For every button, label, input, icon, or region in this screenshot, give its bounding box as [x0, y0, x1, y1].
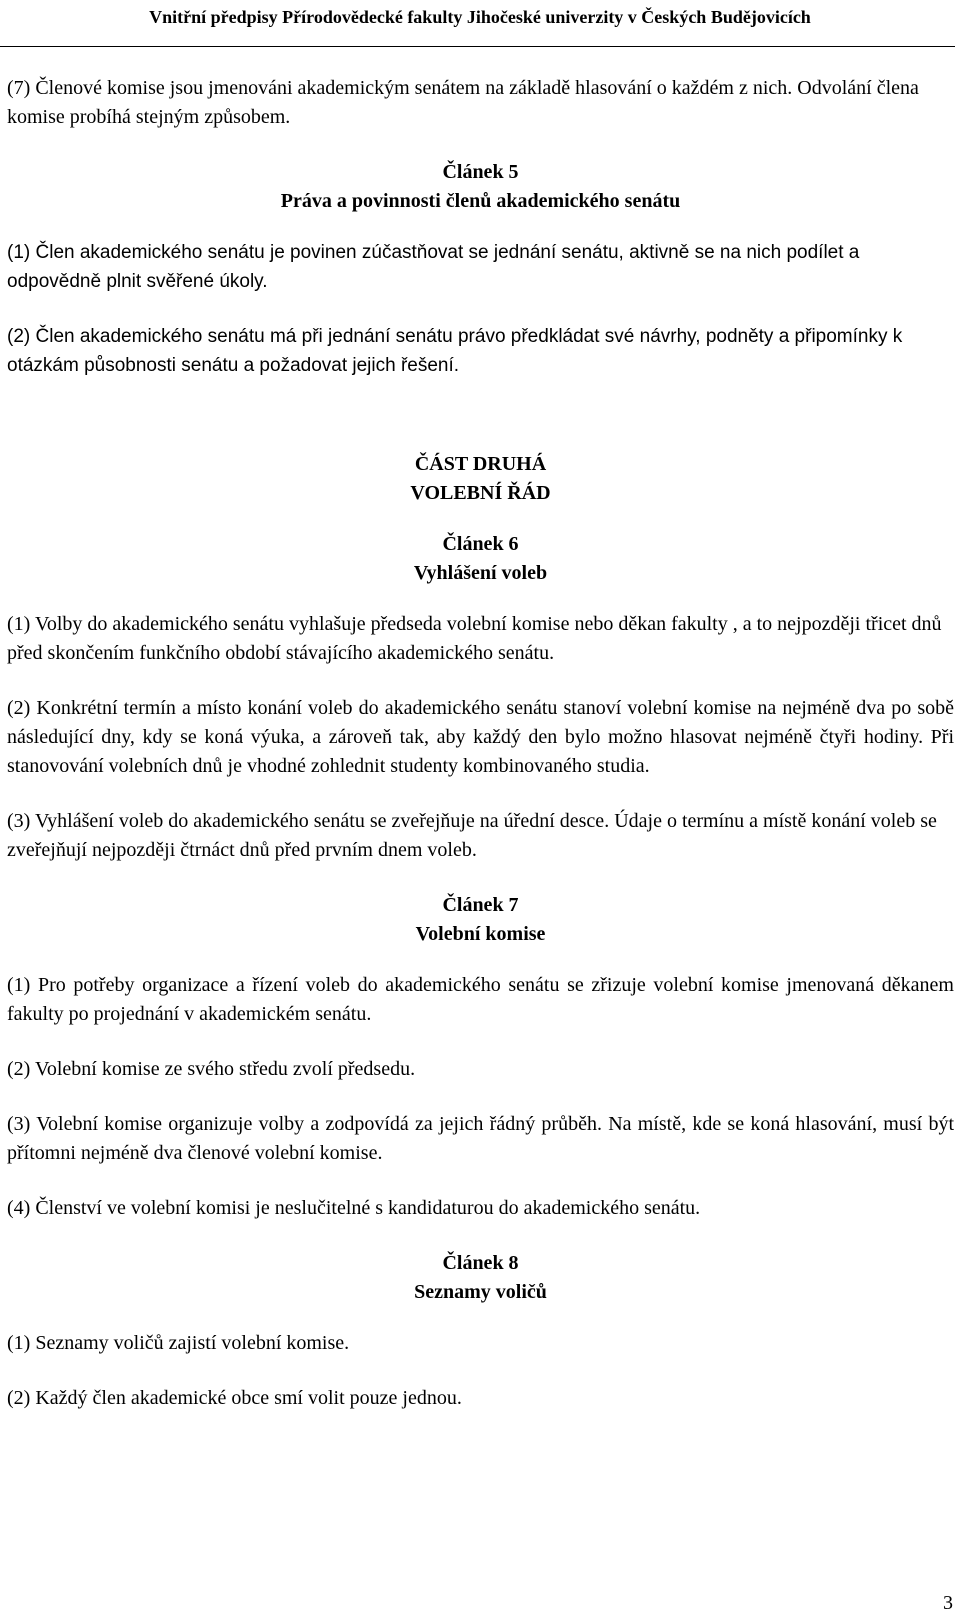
article-number: Článek 6 — [442, 533, 519, 555]
article-7-paragraph-4: (4) Členství ve volební komisi je neslučitelné s kandidaturou do akademického senátu. — [7, 1197, 701, 1219]
article-5-heading — [7, 158, 954, 216]
header-divider — [0, 46, 955, 47]
article-6-heading — [7, 530, 954, 588]
article-6-paragraph-1: (1) Volby do akademického senátu vyhlašuje předseda volební komise nebo děkan fakulty , a to nejpozději třicet dnů před skončením funkčního období stávajícího akademického senátu. — [7, 613, 942, 664]
part-two-heading — [7, 450, 954, 508]
article-5-paragraph-2: (2) Člen akademického senátu má při jednání senátu právo předkládat své návrhy, podněty a připomínky k otázkám působnosti senátu a požadovat jejich řešení. — [7, 326, 903, 376]
article-title: Práva a povinnosti členů akademického senátu — [280, 190, 681, 212]
article-8-paragraph-1: (1) Seznamy voličů zajistí volební komise. — [7, 1332, 350, 1354]
article-title: Vyhlášení voleb — [413, 562, 548, 584]
article-7-heading — [7, 891, 954, 949]
article-title: Volební komise — [415, 923, 546, 945]
article-7-paragraph-3: (3) Volební komise organizuje volby a zodpovídá za jejich řádný průběh. Na místě, kde se koná hlasování, musí být přítomni nejméně dva členové volební komise. — [7, 1113, 954, 1164]
paragraph-7-7: (7) Členové komise jsou jmenováni akademickým senátem na základě hlasování o každém z nich. Odvolání člena komise probíhá stejným způsobem. — [7, 77, 919, 128]
article-8-paragraph-2: (2) Každý člen akademické obce smí volit pouze jednou. — [7, 1387, 462, 1409]
article-6-paragraph-2: (2) Konkrétní termín a místo konání voleb do akademického senátu stanoví volební komise na nejméně dva po sobě následující dny, kdy se koná výuka, a zároveň tak, aby každý den bylo možno hlasovat nejméně čtyři hodiny. Při stanovování volebních dnů je vhodné zohlednit studenty kombinovaného studia. — [7, 697, 954, 777]
page-number: 3 — [943, 1592, 953, 1614]
article-7-paragraph-1: (1) Pro potřeby organizace a řízení voleb do akademického senátu se zřizuje volební komise jmenovaná děkanem fakulty po projednání v akademickém senátu. — [7, 974, 954, 1025]
page-header: Vnitřní předpisy Přírodovědecké fakulty Jihočeské univerzity v Českých Budějovicích — [149, 7, 811, 27]
article-number: Článek 8 — [442, 1252, 519, 1274]
article-6-paragraph-3: (3) Vyhlášení voleb do akademického senátu se zveřejňuje na úřední desce. Údaje o termínu a místě konání voleb se zveřejňují nejpozději čtrnáct dnů před prvním dnem voleb. — [7, 810, 937, 861]
article-7-paragraph-2: (2) Volební komise ze svého středu zvolí předsedu. — [7, 1058, 416, 1080]
part-number: ČÁST DRUHÁ — [414, 453, 547, 475]
article-5-paragraph-1: (1) Člen akademického senátu je povinen zúčastňovat se jednání senátu, aktivně se na nich podílet a odpovědně plnit svěřené úkoly. — [7, 242, 860, 292]
article-8-heading — [7, 1249, 954, 1307]
part-title: VOLEBNÍ ŘÁD — [410, 482, 551, 504]
document-body — [7, 74, 954, 1439]
article-number: Článek 7 — [442, 894, 519, 916]
article-title: Seznamy voličů — [414, 1281, 547, 1303]
article-number: Článek 5 — [442, 161, 519, 183]
